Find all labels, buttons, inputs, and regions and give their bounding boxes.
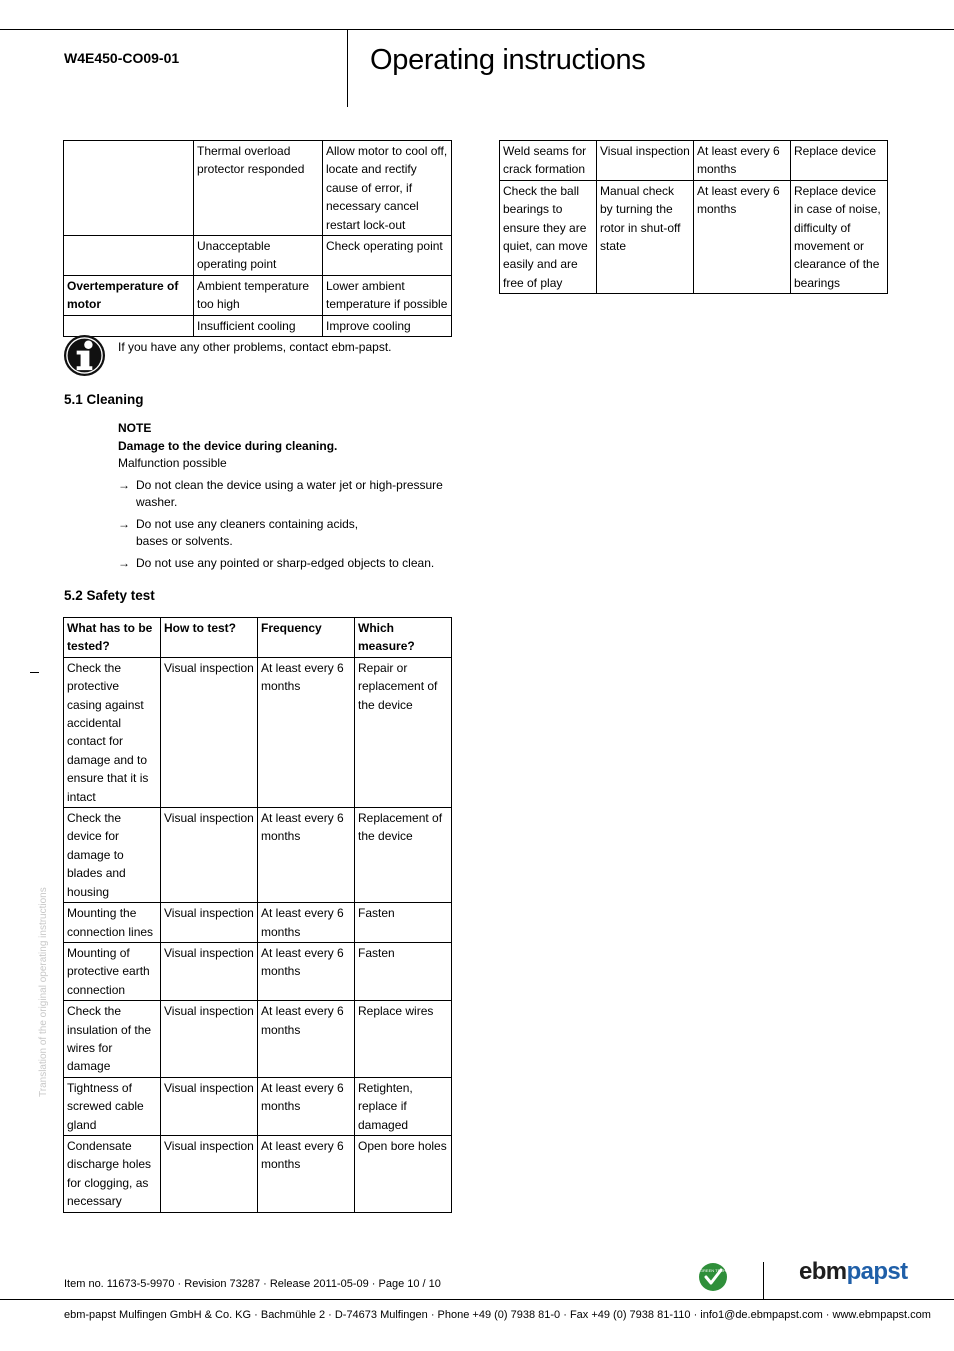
- table-cell: Retighten, replace if damaged: [355, 1077, 452, 1135]
- table-cell: Replace wires: [355, 1001, 452, 1078]
- side-text: Translation of the original operating instructions: [38, 887, 49, 1097]
- doc-code: W4E450-CO09-01: [64, 50, 180, 66]
- table-cell: Check the ball bearings to ensure they are quiet, can move easily and are free of play: [500, 180, 597, 293]
- table-cell: Improve cooling: [323, 315, 452, 336]
- table-row: [64, 141, 452, 236]
- table-cell: Check operating point: [323, 236, 452, 276]
- footer-rule: [0, 1299, 954, 1300]
- step-text: Do not use any pointed or sharp-edged objects to clean.: [136, 556, 435, 570]
- fold-mark: [30, 672, 39, 673]
- cleaning-note: [118, 420, 458, 572]
- table-cell: [64, 236, 194, 276]
- table-cell: Lower ambient temperature if possible: [323, 275, 452, 315]
- table-cell: At least every 6 months: [258, 1077, 355, 1135]
- list-item: [118, 555, 458, 572]
- table-cell: At least every 6 months: [694, 141, 791, 181]
- list-item: [118, 516, 366, 550]
- table-row: [64, 657, 452, 807]
- table-cell: At least every 6 months: [258, 903, 355, 943]
- badge-text: GREEN TECH: [699, 1268, 727, 1273]
- table-cell: Visual inspection: [161, 1135, 258, 1212]
- header-divider: [347, 29, 348, 107]
- table-cell: Insufficient cooling: [194, 315, 323, 336]
- table-cell: Replacement of the device: [355, 808, 452, 903]
- fault-table: [63, 140, 452, 337]
- table-cell: Manual check by turning the rotor in shut-off state: [597, 180, 694, 293]
- table-header-row: [64, 618, 452, 658]
- table-cell: Visual inspection: [161, 903, 258, 943]
- table-cell: Check the protective casing against accidental contact for damage and to ensure that it is intact: [64, 657, 161, 807]
- section-heading-cleaning: 5.1 Cleaning: [64, 392, 144, 407]
- table-cell: Replace device: [791, 141, 888, 181]
- table-cell: Ambient temperature too high: [194, 275, 323, 315]
- logo-part-ebm: ebm: [799, 1258, 847, 1285]
- table-row: [64, 1135, 452, 1212]
- safety-table-continued: [499, 140, 888, 294]
- table-cell: Fasten: [355, 903, 452, 943]
- table-cell: Visual inspection: [161, 657, 258, 807]
- note-label: NOTE: [118, 421, 152, 435]
- note-subtitle: Malfunction possible: [118, 456, 227, 470]
- table-cell: Check the device for damage to blades and housing: [64, 808, 161, 903]
- table-cell: Visual inspection: [161, 808, 258, 903]
- info-icon: [63, 334, 106, 377]
- table-row: [64, 1077, 452, 1135]
- table-cell: At least every 6 months: [258, 657, 355, 807]
- table-row: [64, 942, 452, 1000]
- table-cell: Fasten: [355, 942, 452, 1000]
- table-cell: Repair or replacement of the device: [355, 657, 452, 807]
- table-row: [64, 1001, 452, 1078]
- table-cell: Overtemperature of motor: [64, 275, 194, 315]
- green-tech-icon: [698, 1262, 728, 1292]
- table-cell: Open bore holes: [355, 1135, 452, 1212]
- list-item: [118, 477, 458, 511]
- footer-item-line: Item no. 11673-5-9970 · Revision 73287 · Release 2011-05-09 · Page 10 / 10: [64, 1278, 441, 1290]
- footer-company-line: ebm-papst Mulfingen GmbH & Co. KG · Bachmühle 2 · D-74673 Mulfingen · Phone +49 (0) 7938 81-0 · Fax +49 (0) 7938 81-110 · info1@de.ebmpapst.com · www.ebmpapst.com: [64, 1309, 931, 1321]
- table-row: [500, 141, 888, 181]
- arrow-icon: →: [118, 517, 130, 531]
- ebmpapst-logo: [799, 1258, 908, 1286]
- step-text: Do not clean the device using a water jet or high-pressure washer.: [136, 478, 443, 509]
- table-cell: At least every 6 months: [258, 1001, 355, 1078]
- table-row: [64, 808, 452, 903]
- table-cell: At least every 6 months: [694, 180, 791, 293]
- table-cell: Thermal overload protector responded: [194, 141, 323, 236]
- table-cell: Visual inspection: [161, 942, 258, 1000]
- table-cell: Tightness of screwed cable gland: [64, 1077, 161, 1135]
- info-text: If you have any other problems, contact ebm-papst.: [118, 340, 392, 354]
- note-title: Damage to the device during cleaning.: [118, 439, 338, 453]
- column-header: How to test?: [161, 618, 258, 658]
- table-row: [64, 236, 452, 276]
- table-cell: Weld seams for crack formation: [500, 141, 597, 181]
- column-header: Frequency: [258, 618, 355, 658]
- column-header: What has to be tested?: [64, 618, 161, 658]
- table-cell: Check the insulation of the wires for damage: [64, 1001, 161, 1078]
- section-heading-safety: 5.2 Safety test: [64, 588, 155, 603]
- header-top-rule: [0, 29, 954, 30]
- table-cell: At least every 6 months: [258, 1135, 355, 1212]
- table-cell: [64, 141, 194, 236]
- safety-table: [63, 617, 452, 1213]
- column-header: Which measure?: [355, 618, 452, 658]
- page-title: Operating instructions: [370, 44, 646, 76]
- table-cell: At least every 6 months: [258, 942, 355, 1000]
- arrow-icon: →: [118, 478, 130, 492]
- table-cell: Mounting of protective earth connection: [64, 942, 161, 1000]
- table-row: [500, 180, 888, 293]
- logo-part-papst: papst: [846, 1258, 908, 1285]
- table-row: [64, 275, 452, 315]
- table-cell: Replace device in case of noise, difficulty of movement or clearance of the bearings: [791, 180, 888, 293]
- arrow-icon: →: [118, 556, 130, 570]
- table-cell: Visual inspection: [161, 1077, 258, 1135]
- table-row: [64, 903, 452, 943]
- table-cell: At least every 6 months: [258, 808, 355, 903]
- table-row: [64, 315, 452, 336]
- table-cell: Visual inspection: [161, 1001, 258, 1078]
- table-cell: Allow motor to cool off, locate and rectify cause of error, if necessary cancel restart lock-out: [323, 141, 452, 236]
- step-text: Do not use any cleaners containing acids, bases or solvents.: [136, 517, 359, 548]
- table-cell: Unacceptable operating point: [194, 236, 323, 276]
- table-cell: Mounting the connection lines: [64, 903, 161, 943]
- table-cell: Condensate discharge holes for clogging, as necessary: [64, 1135, 161, 1212]
- table-cell: Visual inspection: [597, 141, 694, 181]
- footer-logo-divider: [763, 1262, 764, 1300]
